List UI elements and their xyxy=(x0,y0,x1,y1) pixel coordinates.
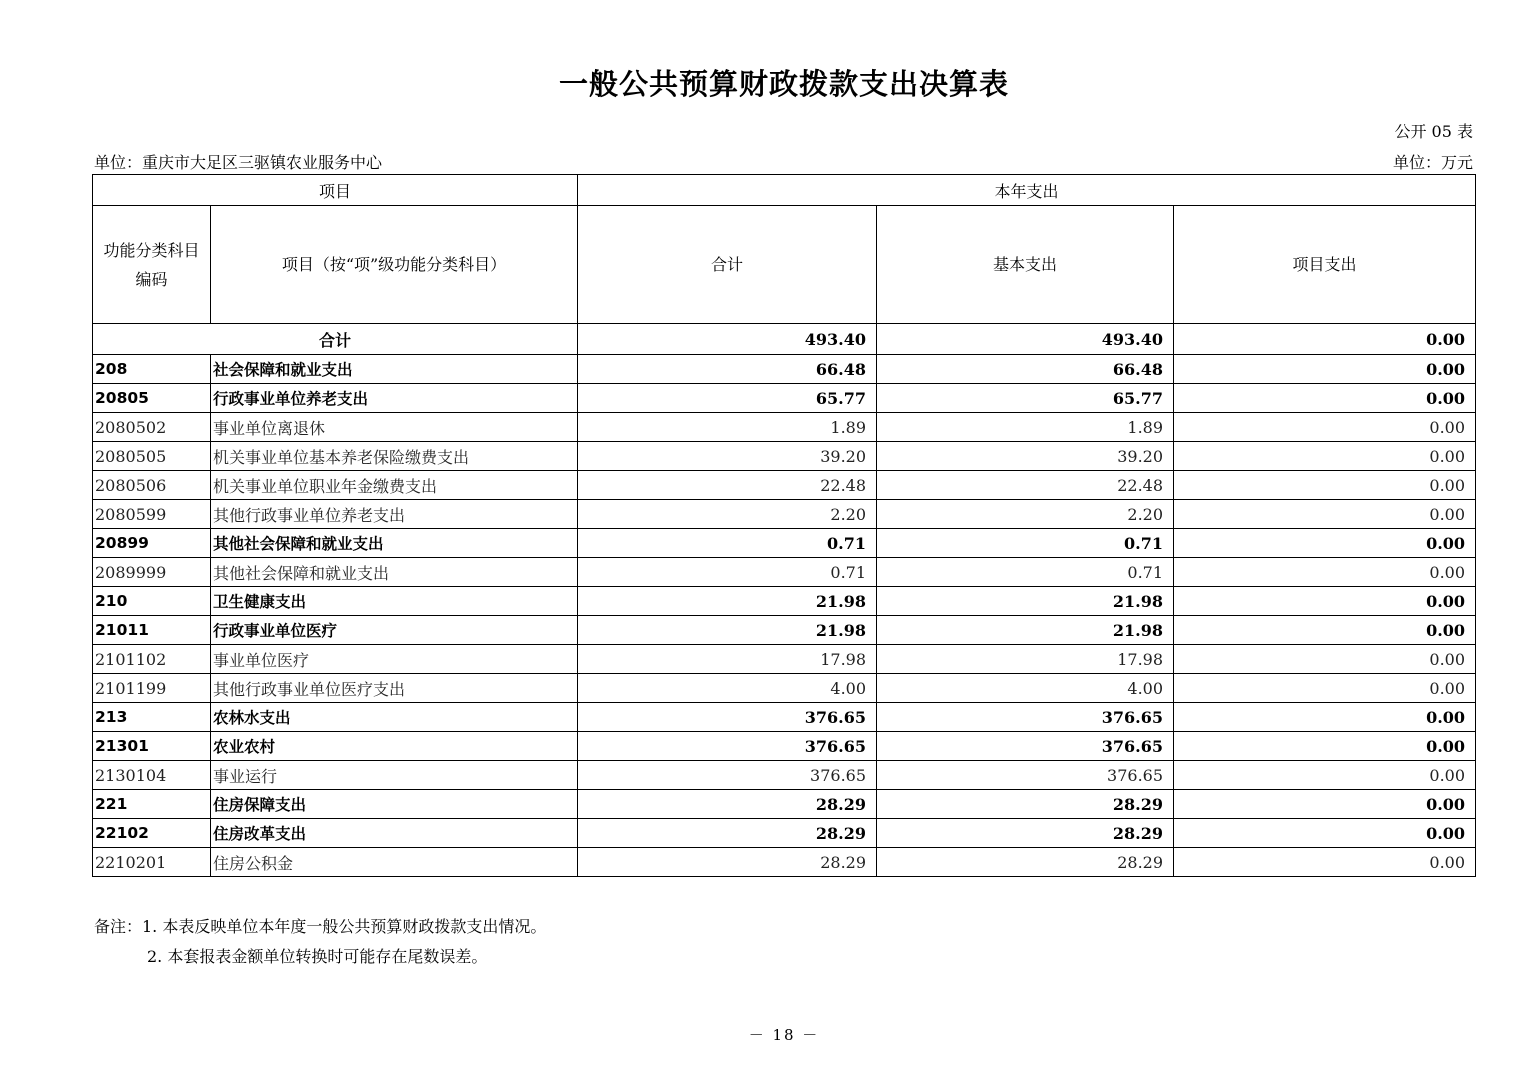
row-total: 376.65 xyxy=(578,761,877,790)
row-basic: 65.77 xyxy=(877,384,1174,413)
table-row xyxy=(93,558,1476,587)
row-project: 0.00 xyxy=(1174,703,1476,732)
unit-currency: 单位：万元 xyxy=(1392,153,1473,172)
table-row xyxy=(93,413,1476,442)
table-row xyxy=(93,848,1476,877)
table-row xyxy=(93,587,1476,616)
row-name: 事业运行 xyxy=(211,761,578,790)
row-code: 21011 xyxy=(93,616,211,645)
row-name: 机关事业单位职业年金缴费支出 xyxy=(211,471,578,500)
row-code: 2210201 xyxy=(93,848,211,877)
row-total: 39.20 xyxy=(578,442,877,471)
table-row xyxy=(93,529,1476,558)
row-basic: 4.00 xyxy=(877,674,1174,703)
row-total: 28.29 xyxy=(578,819,877,848)
row-total: 0.71 xyxy=(578,558,877,587)
row-basic: 28.29 xyxy=(877,819,1174,848)
row-basic: 22.48 xyxy=(877,471,1174,500)
row-basic: 1.89 xyxy=(877,413,1174,442)
row-code: 210 xyxy=(93,587,211,616)
table-row xyxy=(93,761,1476,790)
row-code: 221 xyxy=(93,790,211,819)
row-total: 1.89 xyxy=(578,413,877,442)
row-total: 66.48 xyxy=(578,355,877,384)
row-project: 0.00 xyxy=(1174,384,1476,413)
table-row xyxy=(93,819,1476,848)
row-total: 0.71 xyxy=(578,529,877,558)
row-total: 376.65 xyxy=(578,703,877,732)
total-sum: 493.40 xyxy=(578,324,877,355)
row-name: 卫生健康支出 xyxy=(211,587,578,616)
row-code: 2080599 xyxy=(93,500,211,529)
row-code: 213 xyxy=(93,703,211,732)
row-total: 21.98 xyxy=(578,587,877,616)
row-basic: 376.65 xyxy=(877,732,1174,761)
row-total: 28.29 xyxy=(578,848,877,877)
row-basic: 39.20 xyxy=(877,442,1174,471)
row-basic: 21.98 xyxy=(877,616,1174,645)
row-code: 20805 xyxy=(93,384,211,413)
row-basic: 21.98 xyxy=(877,587,1174,616)
row-name: 行政事业单位养老支出 xyxy=(211,384,578,413)
total-label: 合计 xyxy=(93,324,578,355)
table-row xyxy=(93,442,1476,471)
row-name: 其他行政事业单位医疗支出 xyxy=(211,674,578,703)
row-total: 21.98 xyxy=(578,616,877,645)
row-basic: 17.98 xyxy=(877,645,1174,674)
row-code: 2101199 xyxy=(93,674,211,703)
page-number: － 18 － xyxy=(748,1026,820,1044)
row-code: 2080502 xyxy=(93,413,211,442)
total-project: 0.00 xyxy=(1174,324,1476,355)
row-project: 0.00 xyxy=(1174,616,1476,645)
notes xyxy=(94,912,546,972)
header-current-year: 本年支出 xyxy=(578,175,1476,206)
table-row xyxy=(93,703,1476,732)
row-code: 20899 xyxy=(93,529,211,558)
row-name: 住房保障支出 xyxy=(211,790,578,819)
note-1: 备注：1. 本表反映单位本年度一般公共预算财政拨款支出情况。 xyxy=(94,917,547,936)
row-code: 2101102 xyxy=(93,645,211,674)
row-project: 0.00 xyxy=(1174,587,1476,616)
total-row xyxy=(93,324,1476,355)
table-row xyxy=(93,674,1476,703)
row-basic: 376.65 xyxy=(877,761,1174,790)
row-name: 事业单位离退休 xyxy=(211,413,578,442)
header-project: 项目 xyxy=(93,175,578,206)
header-total: 合计 xyxy=(578,206,877,324)
row-project: 0.00 xyxy=(1174,442,1476,471)
row-project: 0.00 xyxy=(1174,500,1476,529)
table-row xyxy=(93,355,1476,384)
row-name: 农林水支出 xyxy=(211,703,578,732)
row-code: 2089999 xyxy=(93,558,211,587)
header-item-name: 项目（按“项”级功能分类科目） xyxy=(211,206,578,324)
row-name: 事业单位医疗 xyxy=(211,645,578,674)
row-total: 17.98 xyxy=(578,645,877,674)
unit-organization: 单位：重庆市大足区三驱镇农业服务中心 xyxy=(94,153,383,172)
row-total: 2.20 xyxy=(578,500,877,529)
row-name: 行政事业单位医疗 xyxy=(211,616,578,645)
row-basic: 2.20 xyxy=(877,500,1174,529)
row-project: 0.00 xyxy=(1174,819,1476,848)
row-basic: 0.71 xyxy=(877,529,1174,558)
row-total: 65.77 xyxy=(578,384,877,413)
header-row-1 xyxy=(93,175,1476,206)
row-project: 0.00 xyxy=(1174,558,1476,587)
row-project: 0.00 xyxy=(1174,732,1476,761)
row-code: 21301 xyxy=(93,732,211,761)
row-project: 0.00 xyxy=(1174,645,1476,674)
expenditure-table xyxy=(92,174,1476,877)
row-project: 0.00 xyxy=(1174,471,1476,500)
row-project: 0.00 xyxy=(1174,848,1476,877)
row-name: 其他行政事业单位养老支出 xyxy=(211,500,578,529)
row-basic: 28.29 xyxy=(877,790,1174,819)
table-row xyxy=(93,616,1476,645)
total-basic: 493.40 xyxy=(877,324,1174,355)
note-2: 2. 本套报表金额单位转换时可能存在尾数误差。 xyxy=(147,947,488,966)
row-basic: 376.65 xyxy=(877,703,1174,732)
row-name: 其他社会保障和就业支出 xyxy=(211,558,578,587)
row-code: 2080505 xyxy=(93,442,211,471)
row-code: 22102 xyxy=(93,819,211,848)
table-row xyxy=(93,471,1476,500)
row-name: 住房公积金 xyxy=(211,848,578,877)
row-project: 0.00 xyxy=(1174,674,1476,703)
row-basic: 28.29 xyxy=(877,848,1174,877)
form-number: 公开 05 表 xyxy=(1394,122,1473,141)
row-basic: 66.48 xyxy=(877,355,1174,384)
row-name: 社会保障和就业支出 xyxy=(211,355,578,384)
row-name: 其他社会保障和就业支出 xyxy=(211,529,578,558)
table-row xyxy=(93,645,1476,674)
row-basic: 0.71 xyxy=(877,558,1174,587)
row-project: 0.00 xyxy=(1174,355,1476,384)
header-basic: 基本支出 xyxy=(877,206,1174,324)
row-total: 376.65 xyxy=(578,732,877,761)
table-row xyxy=(93,384,1476,413)
row-code: 2130104 xyxy=(93,761,211,790)
row-name: 住房改革支出 xyxy=(211,819,578,848)
row-project: 0.00 xyxy=(1174,413,1476,442)
header-project-exp: 项目支出 xyxy=(1174,206,1476,324)
table-row xyxy=(93,500,1476,529)
header-row-2 xyxy=(93,206,1476,324)
row-project: 0.00 xyxy=(1174,790,1476,819)
table-row xyxy=(93,790,1476,819)
row-total: 28.29 xyxy=(578,790,877,819)
row-code: 2080506 xyxy=(93,471,211,500)
header-code: 功能分类科目 编码 xyxy=(93,206,211,324)
row-name: 机关事业单位基本养老保险缴费支出 xyxy=(211,442,578,471)
table-row xyxy=(93,732,1476,761)
row-total: 22.48 xyxy=(578,471,877,500)
row-project: 0.00 xyxy=(1174,529,1476,558)
row-name: 农业农村 xyxy=(211,732,578,761)
row-project: 0.00 xyxy=(1174,761,1476,790)
row-total: 4.00 xyxy=(578,674,877,703)
page-title: 一般公共预算财政拨款支出决算表 xyxy=(558,67,1009,101)
row-code: 208 xyxy=(93,355,211,384)
